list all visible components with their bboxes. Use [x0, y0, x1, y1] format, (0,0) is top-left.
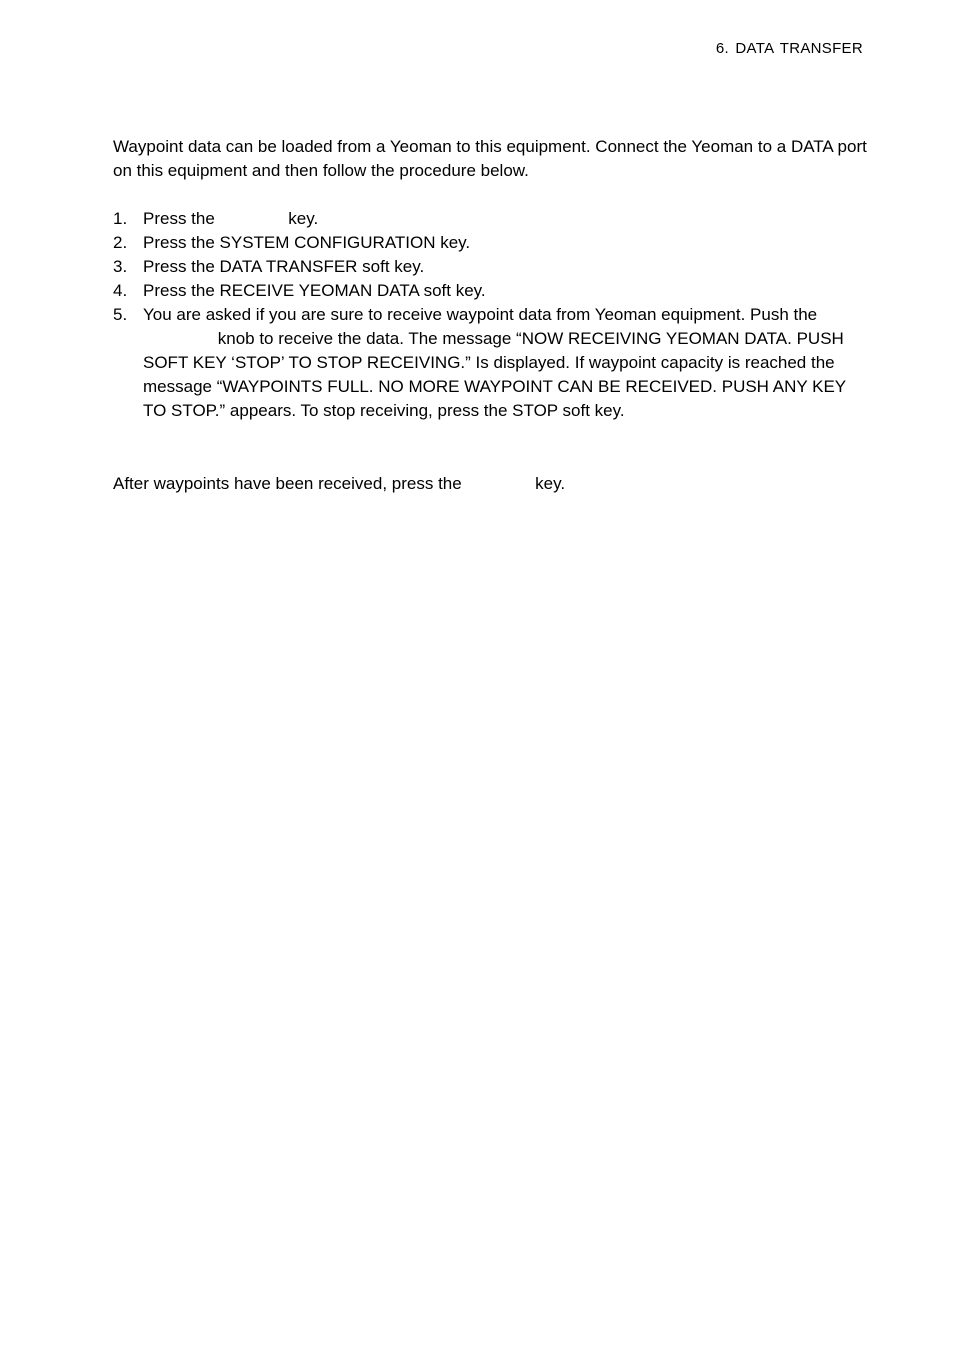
procedure-step [113, 207, 873, 231]
closing-text: After waypoints have been received, press the [113, 474, 462, 493]
step-number: 2. [113, 233, 128, 252]
step-text: Press the [143, 209, 215, 228]
step-number: 5. [113, 305, 128, 324]
procedure-step [113, 231, 873, 255]
step-number: 1. [113, 209, 128, 228]
procedure-step [113, 255, 873, 279]
step-text: Press the SYSTEM CONFIGURATION key. [143, 233, 471, 252]
step-text: You are asked if you are sure to receive waypoint data from Yeoman equipment. Push the [143, 305, 818, 324]
closing-text: key. [535, 474, 566, 493]
intro-paragraph: Waypoint data can be loaded from a Yeoman to this equipment. Connect the Yeoman to a DATA port on this equipment and then follow the procedure below. [113, 137, 867, 180]
step-text: Press the RECEIVE YEOMAN DATA soft key. [143, 281, 486, 300]
step-number: 3. [113, 257, 128, 276]
closing-paragraph [113, 472, 873, 496]
running-header: 6. DATA TRANSFER [715, 40, 863, 57]
step-text: Press the DATA TRANSFER soft key. [143, 257, 425, 276]
step-text: key. [288, 209, 319, 228]
procedure-step [113, 303, 873, 423]
step-number: 4. [113, 281, 128, 300]
procedure-step [113, 279, 873, 303]
procedure-list [113, 207, 873, 423]
step-text: knob to receive the data. The message “NOW RECEIVING YEOMAN DATA. PUSH SOFT KEY ‘STOP’ TO STOP RECEIVING.” Is displayed. If waypoint capacity is reached the message “WAYPOINTS FULL. NO MORE WAYPOINT CAN BE RECEIVED. PUSH ANY KEY TO STOP.” appears. To stop receiving, press the STOP soft key. [143, 329, 846, 420]
